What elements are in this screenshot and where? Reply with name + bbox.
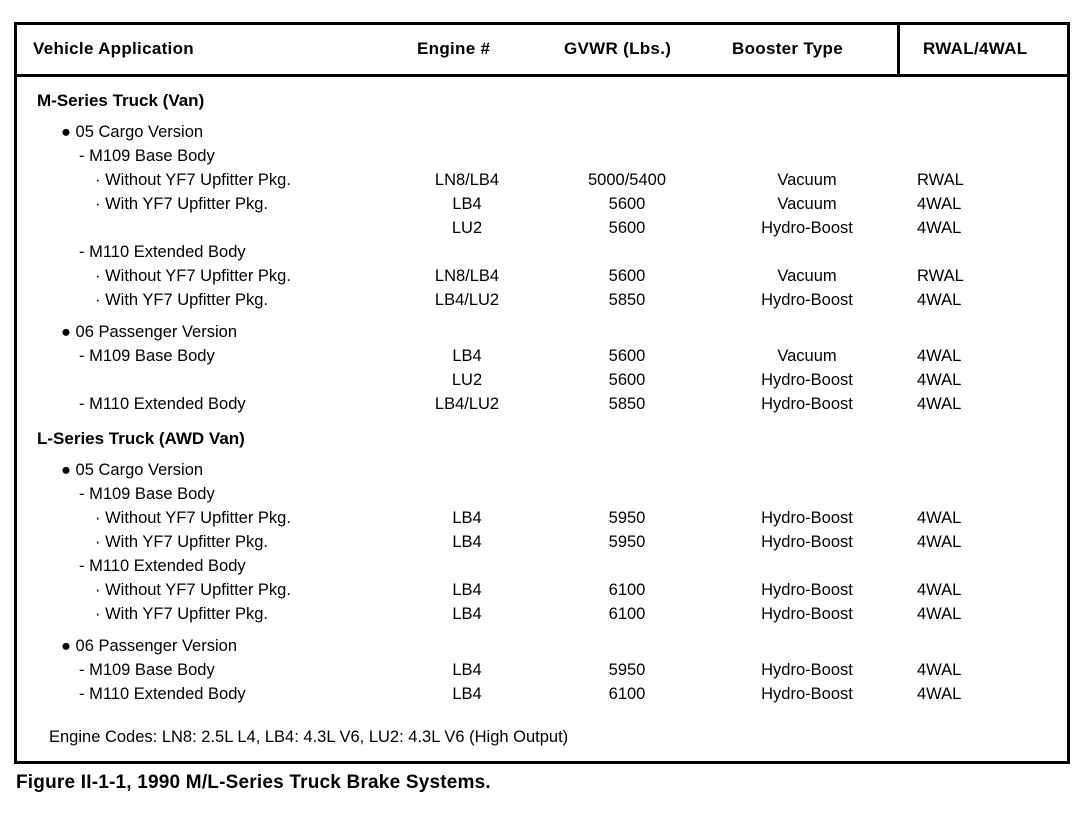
row-engine-code: LU2 [451, 219, 483, 237]
row-engine-code: LB4 [452, 661, 482, 679]
row-booster-type: Hydro-Boost [761, 581, 853, 599]
table-row [17, 243, 1067, 267]
row-application-label: · Without YF7 Upfitter Pkg. [95, 267, 291, 285]
row-booster-type: Vacuum [777, 267, 837, 285]
table-row [17, 291, 1067, 315]
row-application-label: ● 06 Passenger Version [61, 637, 237, 655]
row-application-label: - M109 Base Body [79, 661, 215, 679]
row-application-label: · Without YF7 Upfitter Pkg. [95, 171, 291, 189]
table-row [17, 219, 1067, 243]
row-engine-code: LN8/LB4 [434, 171, 500, 189]
row-booster-type: Hydro-Boost [761, 685, 853, 703]
column-header-engine: Engine # [417, 39, 491, 58]
row-application-label: - M109 Base Body [79, 347, 215, 365]
column-header-booster-type: Booster Type [732, 39, 843, 58]
row-gvwr: 5950 [608, 533, 646, 551]
row-gvwr: 5850 [608, 395, 646, 413]
row-application-label: - M110 Extended Body [79, 243, 246, 261]
row-booster-type: Hydro-Boost [761, 291, 853, 309]
row-engine-code: LB4 [452, 605, 482, 623]
row-engine-code: LN8/LB4 [434, 267, 500, 285]
row-gvwr: 6100 [608, 581, 646, 599]
table-row [17, 323, 1067, 347]
row-application-label: · With YF7 Upfitter Pkg. [95, 195, 268, 213]
row-application-label: ● 06 Passenger Version [61, 323, 237, 341]
row-application-label: - M110 Extended Body [79, 395, 246, 413]
row-rwal-4wal: 4WAL [917, 581, 962, 599]
row-application-label: · With YF7 Upfitter Pkg. [95, 291, 268, 309]
row-application-label: L-Series Truck (AWD Van) [37, 429, 245, 448]
row-rwal-4wal: 4WAL [917, 195, 962, 213]
row-application-label: - M110 Extended Body [79, 557, 246, 575]
brake-systems-table [14, 22, 1070, 764]
row-gvwr: 5600 [608, 267, 646, 285]
row-engine-code: LB4 [452, 195, 482, 213]
row-gvwr: 5600 [608, 347, 646, 365]
row-application-label: · With YF7 Upfitter Pkg. [95, 533, 268, 551]
row-application-label: M-Series Truck (Van) [37, 91, 205, 110]
row-gvwr: 5600 [608, 195, 646, 213]
row-rwal-4wal: 4WAL [917, 605, 962, 623]
row-application-label: - M109 Base Body [79, 147, 215, 165]
table-row [17, 195, 1067, 219]
table-row [17, 395, 1067, 419]
row-engine-code: LU2 [451, 371, 483, 389]
row-rwal-4wal: 4WAL [917, 661, 962, 679]
row-rwal-4wal: 4WAL [917, 685, 962, 703]
row-rwal-4wal: 4WAL [917, 291, 962, 309]
row-gvwr: 5000/5400 [588, 171, 666, 189]
row-gvwr: 5600 [608, 371, 646, 389]
row-booster-type: Hydro-Boost [761, 219, 853, 237]
row-rwal-4wal: 4WAL [917, 533, 962, 551]
row-gvwr: 5950 [608, 509, 646, 527]
row-rwal-4wal: 4WAL [917, 509, 962, 527]
table-row [17, 91, 1067, 115]
engine-codes-footnote: Engine Codes: LN8: 2.5L L4, LB4: 4.3L V6, LU2: 4.3L V6 (High Output) [49, 728, 569, 746]
row-rwal-4wal: 4WAL [917, 371, 962, 389]
row-application-label: - M110 Extended Body [79, 685, 246, 703]
column-header-vehicle-application: Vehicle Application [33, 39, 194, 58]
row-booster-type: Hydro-Boost [761, 661, 853, 679]
column-header-gvwr: GVWR (Lbs.) [564, 39, 672, 58]
row-booster-type: Hydro-Boost [761, 533, 853, 551]
row-engine-code: LB4 [452, 347, 482, 365]
table-header-row [17, 25, 1067, 77]
row-gvwr: 5950 [608, 661, 646, 679]
table-row [17, 147, 1067, 171]
table-row [17, 429, 1067, 453]
row-gvwr: 6100 [608, 685, 646, 703]
row-gvwr: 6100 [608, 605, 646, 623]
row-engine-code: LB4 [452, 685, 482, 703]
column-header-rwal-4wal: RWAL/4WAL [923, 39, 1028, 58]
row-engine-code: LB4/LU2 [434, 395, 500, 413]
table-row [17, 533, 1067, 557]
table-row [17, 267, 1067, 291]
row-rwal-4wal: RWAL [917, 171, 964, 189]
row-application-label: · Without YF7 Upfitter Pkg. [95, 581, 291, 599]
row-rwal-4wal: 4WAL [917, 347, 962, 365]
row-gvwr: 5850 [608, 291, 646, 309]
row-booster-type: Hydro-Boost [761, 509, 853, 527]
row-application-label: ● 05 Cargo Version [61, 461, 204, 479]
row-engine-code: LB4/LU2 [434, 291, 500, 309]
row-rwal-4wal: 4WAL [917, 219, 962, 237]
row-gvwr: 5600 [608, 219, 646, 237]
row-booster-type: Hydro-Boost [761, 605, 853, 623]
table-row [17, 371, 1067, 395]
table-row [17, 461, 1067, 485]
table-row [17, 347, 1067, 371]
table-row [17, 581, 1067, 605]
row-application-label: - M109 Base Body [79, 485, 215, 503]
table-row [17, 485, 1067, 509]
row-engine-code: LB4 [452, 581, 482, 599]
header-column-divider [897, 25, 900, 77]
row-engine-code: LB4 [452, 533, 482, 551]
table-body [17, 77, 1067, 763]
row-application-label: ● 05 Cargo Version [61, 123, 204, 141]
row-booster-type: Vacuum [777, 195, 837, 213]
row-rwal-4wal: RWAL [917, 267, 964, 285]
row-rwal-4wal: 4WAL [917, 395, 962, 413]
row-booster-type: Vacuum [777, 171, 837, 189]
row-engine-code: LB4 [452, 509, 482, 527]
table-row [17, 685, 1067, 709]
row-application-label: · With YF7 Upfitter Pkg. [95, 605, 268, 623]
table-row [17, 661, 1067, 685]
table-row [17, 637, 1067, 661]
row-booster-type: Hydro-Boost [761, 371, 853, 389]
row-booster-type: Vacuum [777, 347, 837, 365]
table-row [17, 171, 1067, 195]
table-row [17, 509, 1067, 533]
row-application-label: · Without YF7 Upfitter Pkg. [95, 509, 291, 527]
table-row [17, 557, 1067, 581]
figure-caption: Figure II-1-1, 1990 M/L-Series Truck Brake Systems. [16, 772, 491, 793]
table-row [17, 123, 1067, 147]
table-row [17, 605, 1067, 629]
row-booster-type: Hydro-Boost [761, 395, 853, 413]
